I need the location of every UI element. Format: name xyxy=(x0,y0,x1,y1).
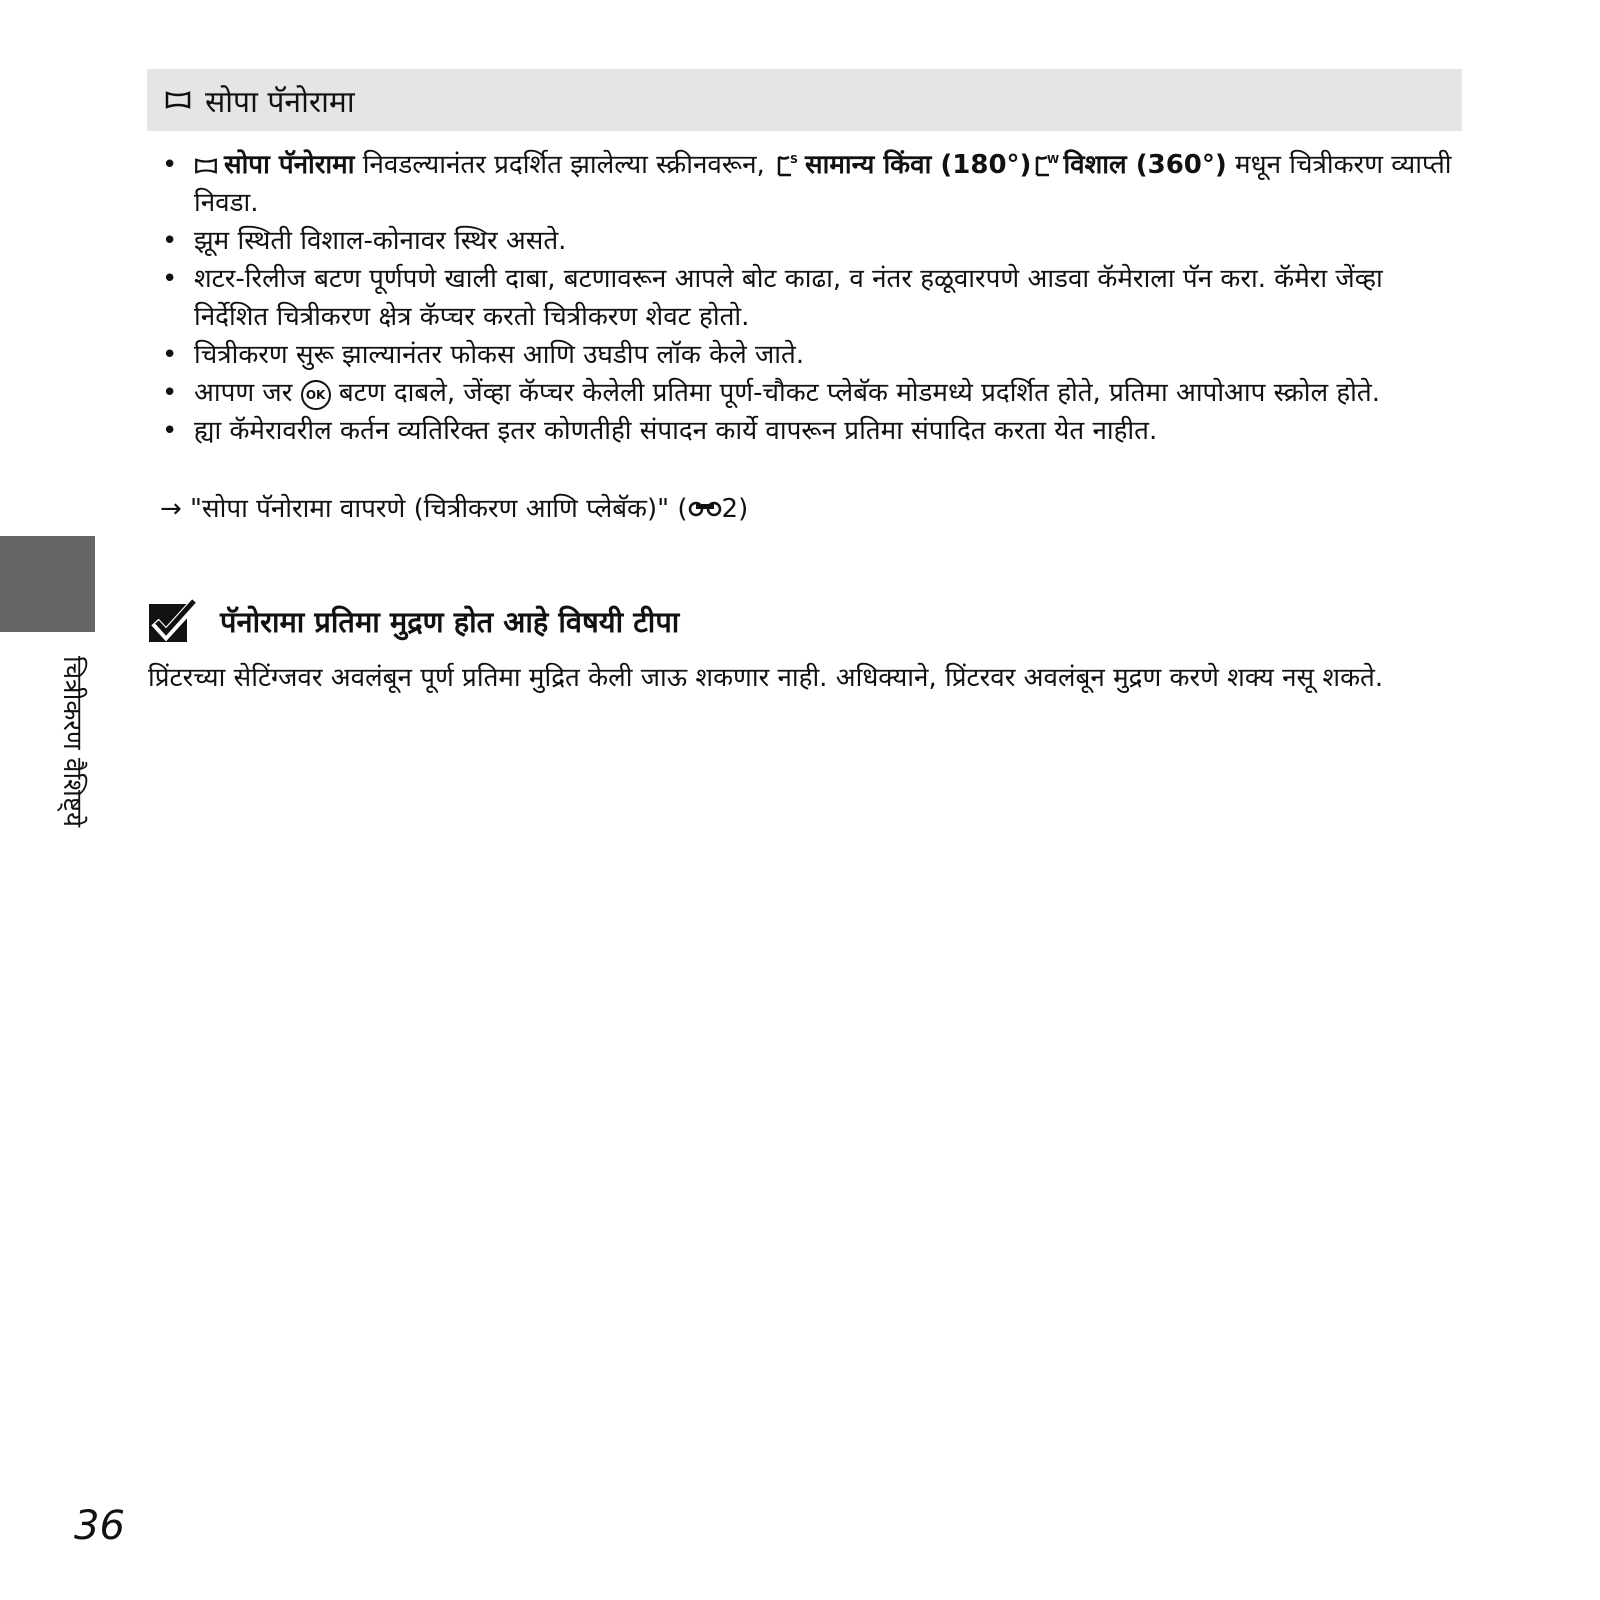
svg-text:S: S xyxy=(790,153,798,166)
reference-text: → "सोपा पॅनोरामा वापरणे (चित्रीकरण आणि प्लेबॅक)" ( xyxy=(160,494,688,524)
bullet-text: मधून चित्रीकरण व्याप्ती निवडा. xyxy=(194,150,1452,218)
page-number: 36 xyxy=(74,1503,125,1549)
check-note-icon xyxy=(148,598,200,644)
list-item xyxy=(160,412,1460,450)
easy-panorama-icon xyxy=(194,158,218,174)
bullet-text: झूम स्थिती विशाल-कोनावर स्थिर असते. xyxy=(194,226,567,256)
note-title: पॅनोरामा प्रतिमा मुद्रण होत आहे विषयी टीपा xyxy=(220,604,680,639)
list-item xyxy=(160,260,1460,336)
bullet-text: निवडल्यानंतर प्रदर्शित झालेल्या स्क्रीनवरून, xyxy=(354,150,774,180)
list-item xyxy=(160,374,1460,412)
list-item xyxy=(160,222,1460,260)
bullet-text: शटर-रिलीज बटण पूर्णपणे खाली दाबा, बटणावरून आपले बोट काढा, व नंतर हळूवारपणे आडवा कॅमेराला पॅन करा. कॅमेरा जेंव्हा निर्देशित चित्रीकरण क्षेत्र कॅप्चर करतो चित्रीकरण शेवट होतो. xyxy=(194,264,1383,332)
note-heading xyxy=(148,598,679,644)
svg-text:W: W xyxy=(1047,153,1060,166)
option-wide: विशाल (360°) xyxy=(1063,150,1227,180)
section-title: सोपा पॅनोरामा xyxy=(205,84,355,120)
chapter-label: चित्रीकरण वैशिष्ट्ये xyxy=(57,656,87,828)
note-body: प्रिंटरच्या सेटिंग्जवर अवलंबून पूर्ण प्रतिमा मुद्रित केली जाऊ शकणार नाही. अधिक्याने, प्रिंटरवर अवलंबून मुद्रण करणे शक्य नसू शकते. xyxy=(148,663,1384,693)
ok-button-icon: OK xyxy=(301,380,331,410)
mode-name: सोपा पॅनोरामा xyxy=(224,150,355,180)
list-item xyxy=(160,336,1460,374)
reference-close: ) xyxy=(738,494,749,524)
bullet-text: आपण जर xyxy=(194,378,301,408)
option-normal: सामान्य किंवा (180°) xyxy=(805,150,1032,180)
bullet-text: बटण दाबले, जेंव्हा कॅप्चर केलेली प्रतिमा पूर्ण-चौकट प्लेबॅक मोडमध्ये प्रदर्शित होते, प्रतिमा आपोआप स्क्रोल होते. xyxy=(330,378,1380,408)
chapter-tab xyxy=(0,536,95,632)
easy-panorama-icon xyxy=(165,91,191,109)
section-header xyxy=(147,69,1462,131)
reference-page: 2 xyxy=(721,494,739,524)
bullet-text: चित्रीकरण सुरू झाल्यानंतर फोकस आणि उघडीप लॉक केले जाते. xyxy=(194,340,805,370)
page-reference xyxy=(160,490,748,528)
list-item xyxy=(160,146,1460,222)
bullet-text: ह्या कॅमेरावरील कर्तन व्यतिरिक्त इतर कोणतीही संपादन कार्ये वापरून प्रतिमा संपादित करता येत नाहीत. xyxy=(194,416,1158,446)
panorama-wide-icon xyxy=(1035,151,1059,177)
feature-bullet-list xyxy=(160,146,1460,450)
panorama-normal-icon xyxy=(777,151,801,177)
reference-section-icon xyxy=(688,500,722,518)
